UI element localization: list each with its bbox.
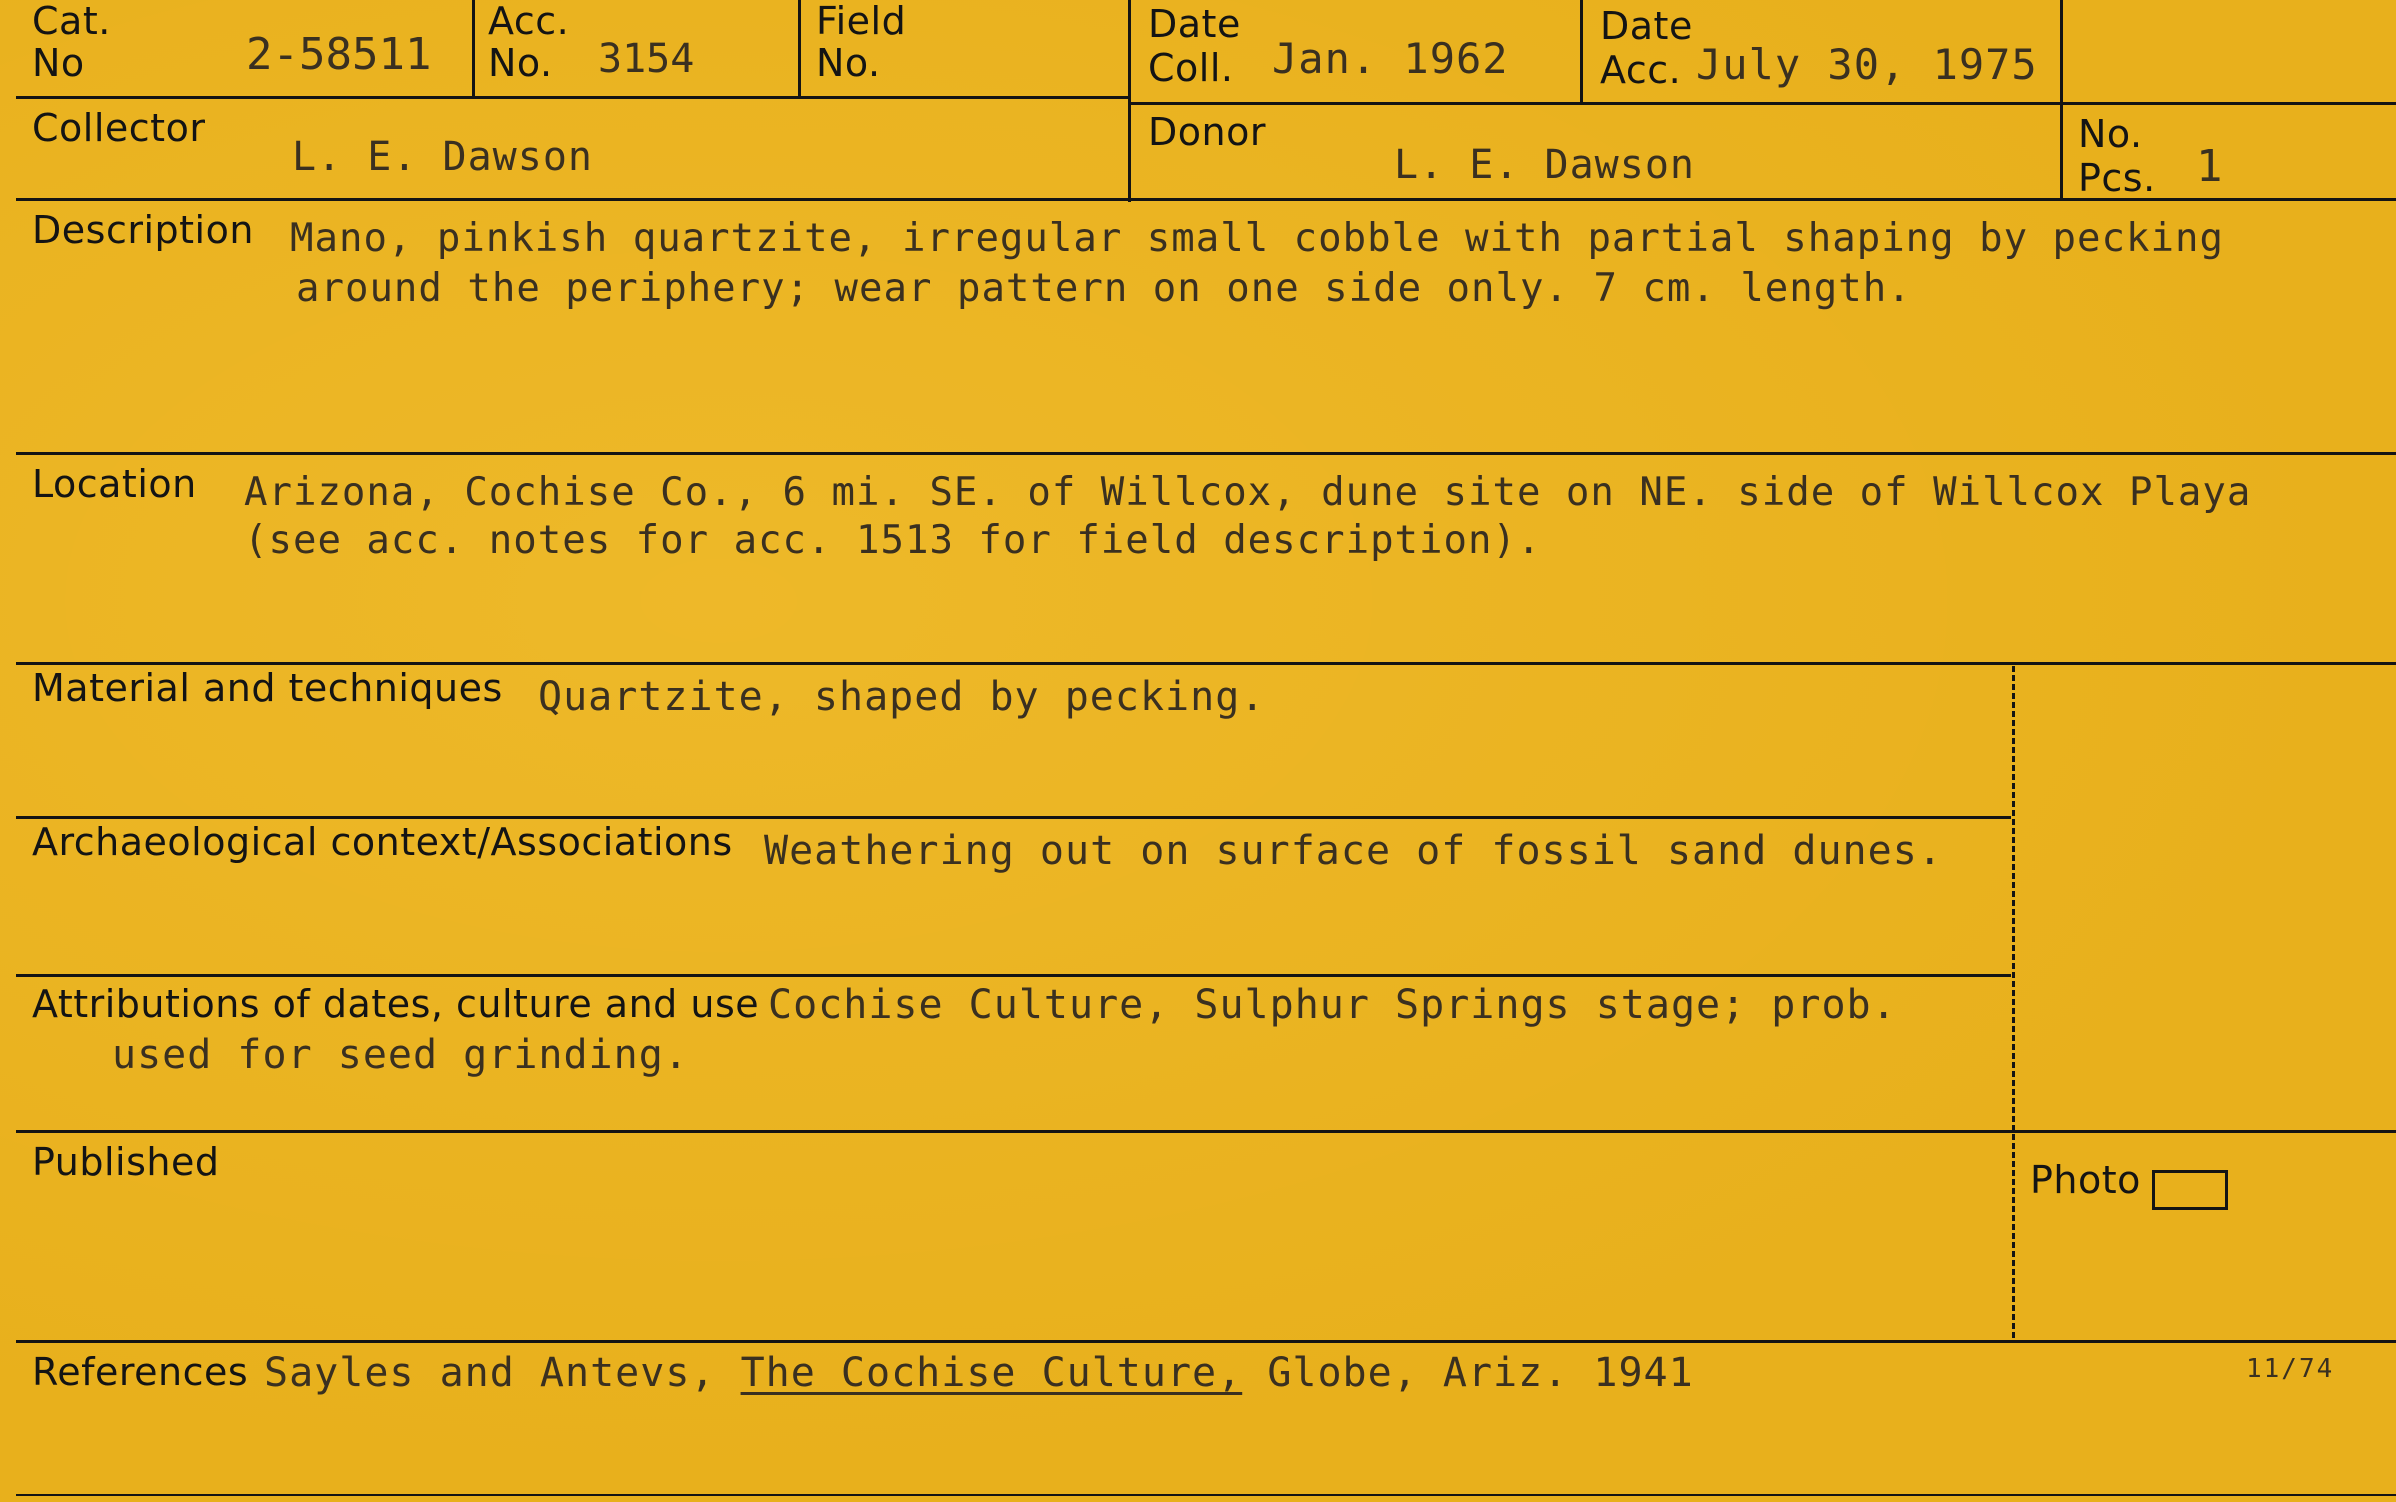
context-value: Weathering out on surface of fossil sand dunes. (764, 828, 1943, 874)
pieces-value: 1 (2196, 141, 2224, 192)
rule-location-bottom (16, 662, 2396, 665)
rule-card-bottom (16, 1494, 2396, 1496)
description-line-1: Mano, pinkish quartzite, irregular small cobble with partial shaping by pecking (290, 216, 2224, 261)
references-value (264, 1348, 1694, 1398)
context-label: Archaeological context/Associations (32, 820, 733, 864)
location-line-1: Arizona, Cochise Co., 6 mi. SE. of Willcox, dune site on NE. side of Willcox Playa (244, 470, 2252, 515)
references-title: The Cochise Culture, (740, 1350, 1243, 1396)
rule-acc-field (798, 0, 801, 98)
date-coll-label: Date Coll. (1148, 2, 1241, 90)
form-code: 11/74 (2246, 1354, 2335, 1384)
description-line-2: around the periphery; wear pattern on one side only. 7 cm. length. (296, 266, 1912, 311)
photo-label: Photo (2030, 1158, 2141, 1202)
acc-no-label: Acc. No. (488, 0, 570, 85)
rule-donor-pieces (2060, 104, 2063, 200)
rule-field-datecoll (1128, 0, 1131, 202)
date-acc-value: July 30, 1975 (1696, 40, 2038, 89)
published-label: Published (32, 1140, 220, 1184)
donor-value: L. E. Dawson (1394, 142, 1695, 188)
collector-value: L. E. Dawson (292, 134, 593, 180)
rule-dateacc-blank (2060, 0, 2063, 104)
material-value: Quartzite, shaped by pecking. (538, 674, 1266, 720)
location-label: Location (32, 462, 197, 506)
location-line-2: (see acc. notes for acc. 1513 for field description). (244, 518, 1542, 563)
rule-attributions-bottom (16, 1130, 2396, 1133)
pieces-label: No. Pcs. (2078, 112, 2156, 200)
cat-no-label: Cat. No (32, 0, 111, 85)
references-rest: Globe, Ariz. 1941 (1267, 1350, 1694, 1396)
rule-header-bottom-right (1128, 102, 2396, 105)
rule-description-bottom (16, 452, 2396, 455)
rule-datecoll-dateacc (1580, 0, 1583, 104)
collector-label: Collector (32, 106, 206, 150)
rule-header-bottom (16, 96, 1128, 99)
material-label: Material and techniques (32, 666, 503, 710)
rule-published-bottom (16, 1340, 2396, 1343)
rule-photo-column (2012, 666, 2015, 1338)
cat-no-value: 2-58511 (246, 29, 432, 80)
rule-collector-bottom (16, 198, 2396, 201)
references-authors: Sayles and Antevs, (264, 1350, 716, 1396)
donor-label: Donor (1148, 110, 1266, 154)
attributions-line-2: used for seed grinding. (112, 1032, 689, 1078)
date-acc-label: Date Acc. (1600, 4, 1693, 92)
rule-context-bottom (16, 974, 2011, 977)
references-label: References (32, 1350, 249, 1394)
attributions-label: Attributions of dates, culture and use (32, 982, 760, 1026)
attributions-line-1: Cochise Culture, Sulphur Springs stage; prob. (768, 982, 1897, 1028)
field-no-label: Field No. (816, 0, 907, 85)
description-label: Description (32, 208, 254, 252)
acc-no-value: 3154 (598, 36, 695, 82)
photo-checkbox[interactable] (2152, 1170, 2228, 1210)
rule-material-bottom (16, 816, 2011, 819)
rule-cat-acc (472, 0, 475, 98)
date-coll-value: Jan. 1962 (1272, 34, 1509, 83)
